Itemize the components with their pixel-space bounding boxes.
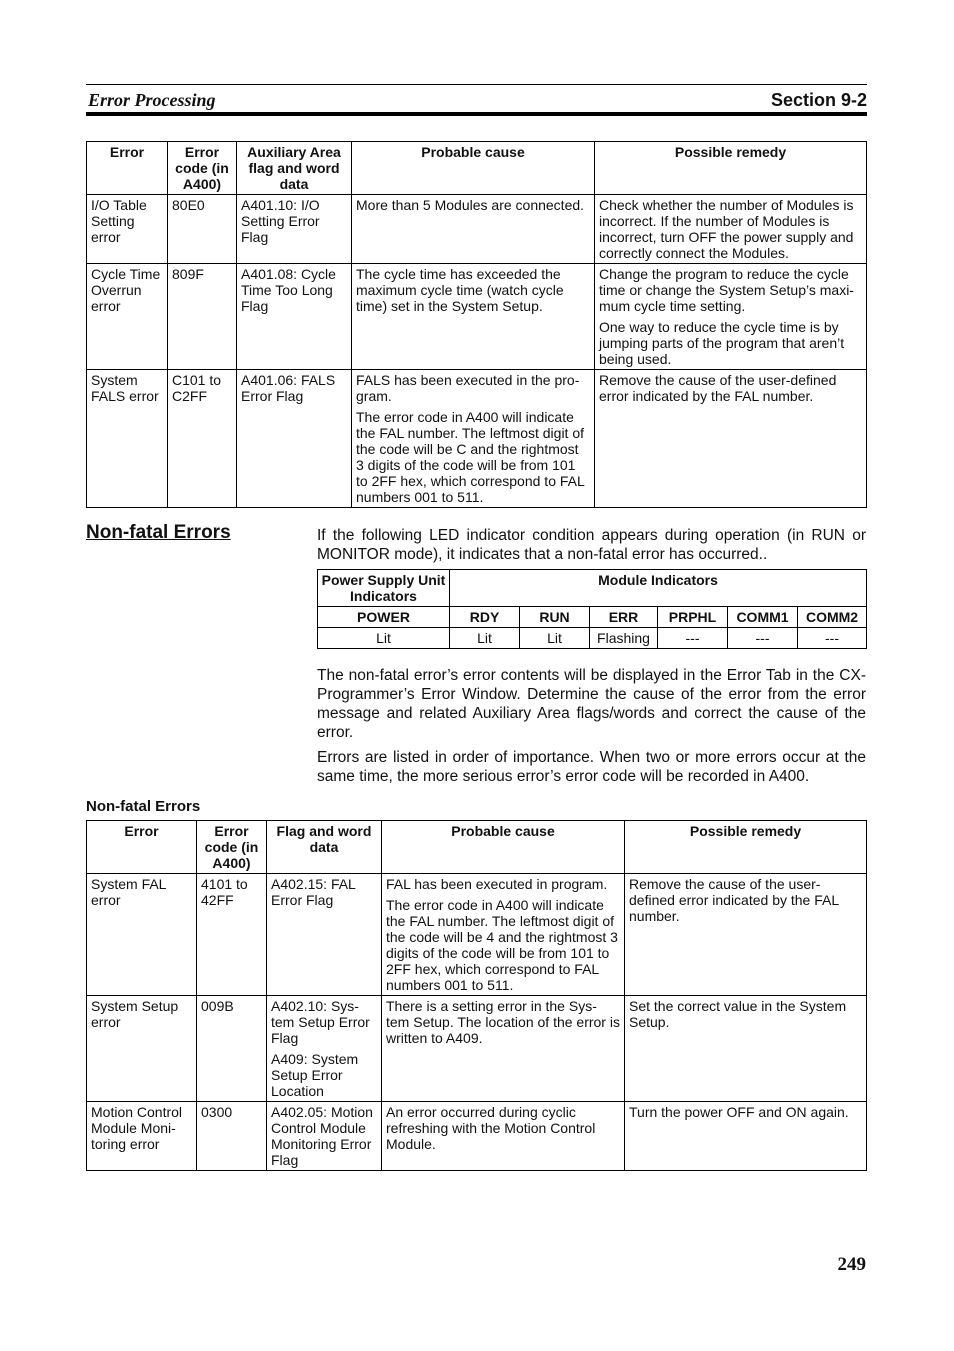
section-title: Non-fatal Errors xyxy=(86,522,231,543)
cell-remedy xyxy=(625,996,867,1102)
led-col-run: RUN xyxy=(520,607,590,628)
cell-text: A401.06: FALS Error Flag xyxy=(241,372,336,404)
led-value: Lit xyxy=(450,628,520,649)
led-value: Lit xyxy=(520,628,590,649)
cell-flag xyxy=(267,996,382,1102)
cell-cause xyxy=(352,195,595,264)
led-value: --- xyxy=(798,628,867,649)
led-value: --- xyxy=(728,628,798,649)
col-header-remedy: Possible remedy xyxy=(595,142,867,195)
led-col-rdy: RDY xyxy=(450,607,520,628)
led-col-power: POWER xyxy=(318,607,450,628)
cell-text: The cycle time has exceeded the maximum cycle time (watch cycle time) set in the System Setup. xyxy=(356,266,564,314)
body-paragraph: Errors are listed in order of importance. When two or more errors occur at the same time, the more serious error’s error code will be recorded in A400. xyxy=(317,749,866,785)
table-caption: Non-fatal Errors xyxy=(86,798,201,815)
col-header-cause: Probable cause xyxy=(382,821,625,874)
col-header-code: Error code (in A400) xyxy=(168,142,237,195)
col-header-flag: Auxiliary Area flag and word data xyxy=(237,142,352,195)
cell-text: Remove the cause of the user-defined error indicated by the FAL number. xyxy=(629,876,839,924)
table-row xyxy=(87,370,867,508)
col-header-remedy: Possible remedy xyxy=(625,821,867,874)
intro-paragraph: If the following LED indicator condition appears during operation (in RUN or MONITOR mode), it indicates that a non-fatal error has occurred.. xyxy=(317,527,866,563)
led-value: Lit xyxy=(318,628,450,649)
fatal-errors-table xyxy=(86,141,867,508)
cell-text: The error code in A400 will indicate the FAL number. The leftmost digit of the code will be C and the rightmost 3 digits of the code will be from 101 to 2FF hex, which correspond to FAL numbers 001 to 511. xyxy=(356,409,585,505)
table-row xyxy=(87,1102,867,1171)
cell-cause xyxy=(352,264,595,370)
cell-text: Turn the power OFF and ON again. xyxy=(629,1104,849,1120)
led-values-row xyxy=(318,628,867,649)
cell-cause xyxy=(382,874,625,996)
body-paragraph: The non-fatal error’s error contents will be displayed in the Error Tab in the CX-Programmer’s Error Window. Determine the cause of the error from the error message and related Auxiliary Area flags/words and correct the cause of the error. xyxy=(317,667,866,741)
cell-remedy xyxy=(625,1102,867,1171)
led-col-comm1: COMM1 xyxy=(728,607,798,628)
cell-remedy xyxy=(595,370,867,508)
table-row xyxy=(87,264,867,370)
cell-text: FALS has been executed in the pro-gram. xyxy=(356,372,580,404)
cell-cause xyxy=(352,370,595,508)
cell-text: A402.15: FAL Error Flag xyxy=(271,876,356,908)
cell-text: A409: System Setup Error Location xyxy=(271,1051,359,1099)
table-row xyxy=(87,874,867,996)
cell-remedy xyxy=(625,874,867,996)
cell-text: The error code in A400 will indicate the FAL number. The leftmost digit of the code will be 4 and the rightmost 3 digits of the code will be from 101 to 2FF hex, which correspond to FAL numbers 001 to 511. xyxy=(386,897,618,993)
cell-error: Cycle Time Overrun error xyxy=(87,264,168,370)
cell-text: Set the correct value in the System Setup. xyxy=(629,998,847,1030)
cell-code: 4101 to 42FF xyxy=(197,874,267,996)
led-col-prphl: PRPHL xyxy=(658,607,728,628)
header-rule-bottom xyxy=(86,112,867,116)
cell-text: One way to reduce the cycle time is by jumping parts of the program that aren’t being used. xyxy=(599,319,845,367)
header-rule-top xyxy=(86,84,867,85)
cell-error: System Setup error xyxy=(87,996,197,1102)
cell-code: 009B xyxy=(197,996,267,1102)
cell-text: More than 5 Modules are connected. xyxy=(356,197,585,213)
table-header-row xyxy=(87,142,867,195)
led-value: Flashing xyxy=(590,628,658,649)
col-header-error: Error xyxy=(87,821,197,874)
cell-flag xyxy=(267,1102,382,1171)
cell-text: Check whether the number of Modules is incorrect. If the number of Modules is incorrect, turn OFF the power supply and correctly connect the Modules. xyxy=(599,197,854,261)
cell-code: C101 to C2FF xyxy=(168,370,237,508)
table-header-row xyxy=(87,821,867,874)
cell-text: There is a setting error in the Sys-tem Setup. The location of the error is written to A409. xyxy=(386,998,620,1046)
psu-indicators-header: Power Supply Unit Indicators xyxy=(318,570,450,607)
table-row xyxy=(87,996,867,1102)
cell-error: Motion Control Module Moni-toring error xyxy=(87,1102,197,1171)
module-indicators-header: Module Indicators xyxy=(450,570,867,607)
header-section-label: Section 9-2 xyxy=(770,90,867,110)
cell-text: A401.10: I/O Setting Error Flag xyxy=(241,197,320,245)
cell-code: 809F xyxy=(168,264,237,370)
cell-flag xyxy=(237,195,352,264)
led-value: --- xyxy=(658,628,728,649)
led-group-header-row xyxy=(318,570,867,607)
col-header-error: Error xyxy=(87,142,168,195)
cell-flag xyxy=(237,370,352,508)
cell-error: System FALS error xyxy=(87,370,168,508)
cell-error: System FAL error xyxy=(87,874,197,996)
cell-text: A402.05: Motion Control Module Monitoring Error Flag xyxy=(271,1104,373,1168)
cell-flag xyxy=(237,264,352,370)
led-col-comm2: COMM2 xyxy=(798,607,867,628)
led-column-header-row xyxy=(318,607,867,628)
cell-error: I/O Table Setting error xyxy=(87,195,168,264)
page-number: 249 xyxy=(837,1254,866,1275)
cell-text: FAL has been executed in program. xyxy=(386,876,608,892)
header-chapter-title: Error Processing xyxy=(88,90,216,110)
cell-remedy xyxy=(595,264,867,370)
cell-text: An error occurred during cyclic refreshing with the Motion Control Module. xyxy=(386,1104,596,1152)
cell-cause xyxy=(382,996,625,1102)
cell-remedy xyxy=(595,195,867,264)
table-row xyxy=(87,195,867,264)
cell-text: Change the program to reduce the cycle time or change the System Setup’s maxi-mum cycle time setting. xyxy=(599,266,854,314)
cell-text: Remove the cause of the user-defined error indicated by the FAL number. xyxy=(599,372,837,404)
col-header-flag: Flag and word data xyxy=(267,821,382,874)
led-indicator-table xyxy=(317,569,867,649)
cell-flag xyxy=(267,874,382,996)
col-header-code: Error code (in A400) xyxy=(197,821,267,874)
cell-text: A401.08: Cycle Time Too Long Flag xyxy=(241,266,336,314)
cell-code: 0300 xyxy=(197,1102,267,1171)
cell-text: A402.10: Sys-tem Setup Error Flag xyxy=(271,998,370,1046)
led-col-err: ERR xyxy=(590,607,658,628)
cell-cause xyxy=(382,1102,625,1171)
col-header-cause: Probable cause xyxy=(352,142,595,195)
cell-code: 80E0 xyxy=(168,195,237,264)
nonfatal-errors-table xyxy=(86,820,867,1171)
